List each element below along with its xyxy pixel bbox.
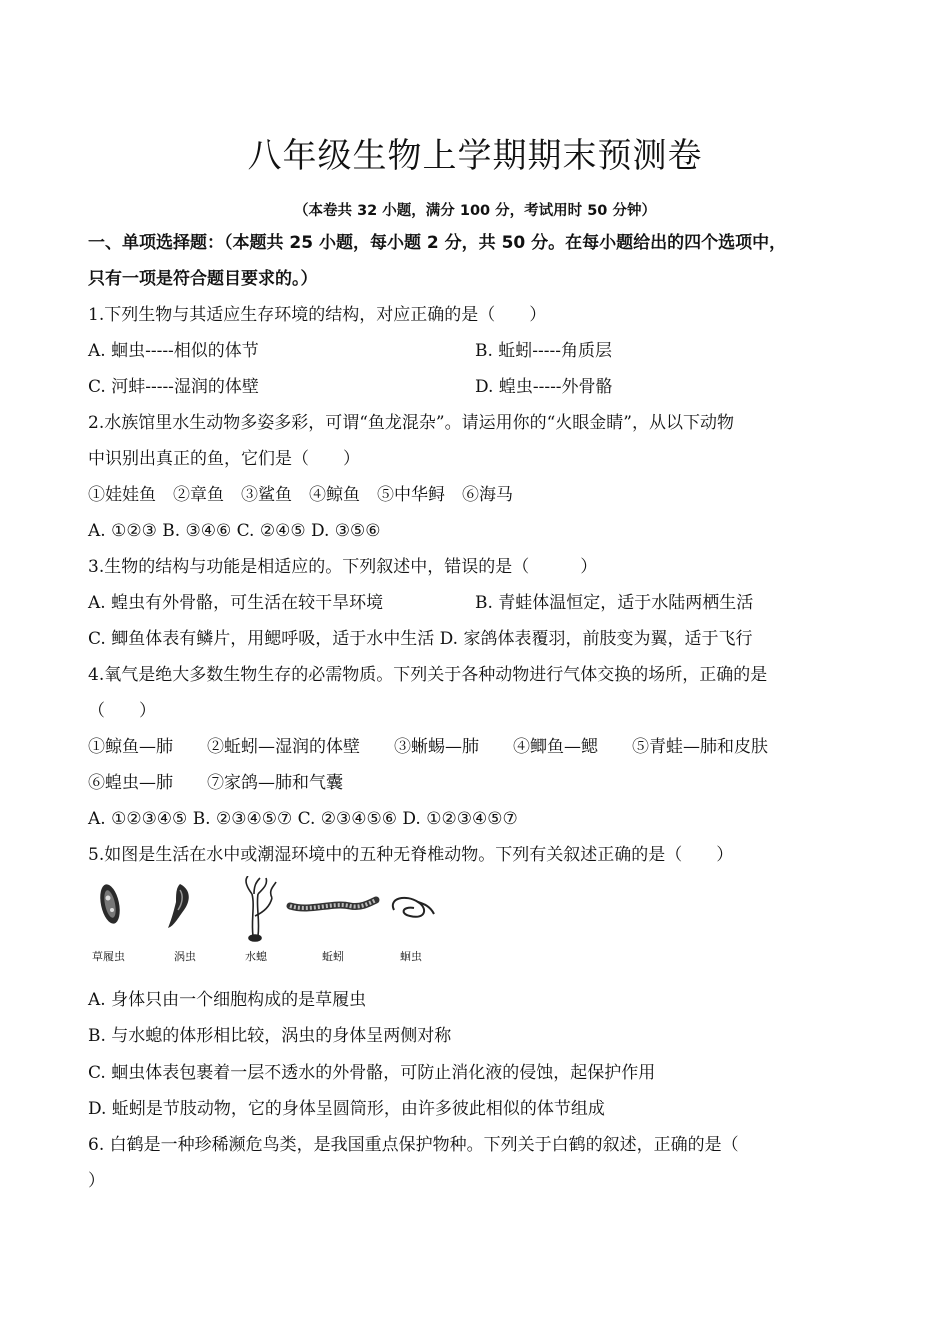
question-4-stem-cont: （ ） bbox=[88, 701, 156, 721]
exam-info: （本卷共 32 小题，满分 100 分，考试用时 50 分钟） bbox=[294, 203, 656, 219]
question-3-option-b: B. 青蛙体温恒定，适于水陆两栖生活 bbox=[475, 593, 754, 613]
section-heading-cont: 只有一项是符合题目要求的。） bbox=[88, 269, 318, 289]
question-4-items: ①鲸鱼—肺 ②蚯蚓—湿润的体壁 ③蜥蜴—肺 ④鲫鱼—鳃 ⑤青蛙—肺和皮肤 bbox=[88, 737, 768, 757]
planarian-illustration bbox=[168, 884, 189, 928]
paramecium-illustration bbox=[97, 883, 123, 926]
question-5-option-c: C. 蛔虫体表包裹着一层不透水的外骨骼，可防止消化液的侵蚀，起保护作用 bbox=[88, 1063, 656, 1083]
question-4-options: A. ①②③④⑤ B. ②③④⑤⑦ C. ②③④⑤⑥ D. ①②③④⑤⑦ bbox=[88, 809, 518, 829]
question-3-option-a: A. 蝗虫有外骨骼，可生活在较干旱环境 bbox=[88, 593, 384, 613]
question-1-option-a: A. 蛔虫-----相似的体节 bbox=[88, 341, 259, 361]
section-heading: 一、单项选择题：（本题共 25 小题，每小题 2 分，共 50 分。在每小题给出的四个选项中， bbox=[88, 233, 787, 253]
figure-label-planarian: 涡虫 bbox=[174, 950, 196, 963]
invertebrates-figure bbox=[88, 876, 448, 966]
hydra-illustration bbox=[246, 876, 276, 941]
roundworm-illustration bbox=[393, 898, 434, 917]
question-5-option-b: B. 与水螅的体形相比较，涡虫的身体呈两侧对称 bbox=[88, 1026, 452, 1046]
question-4-stem: 4.氧气是绝大多数生物生存的必需物质。下列关于各种动物进行气体交换的场所，正确的是 bbox=[88, 665, 768, 685]
question-5-option-d: D. 蚯蚓是节肢动物，它的身体呈圆筒形，由许多彼此相似的体节组成 bbox=[88, 1099, 605, 1119]
question-3-options-cd: C. 鲫鱼体表有鳞片，用鳃呼吸，适于水中生活 D. 家鸽体表覆羽，前肢变为翼，适于飞行 bbox=[88, 629, 753, 649]
question-2-stem: 2.水族馆里水生动物多姿多彩，可谓“鱼龙混杂”。请运用你的“火眼金睛”，从以下动物 bbox=[88, 413, 734, 433]
earthworm-illustration bbox=[290, 900, 376, 908]
question-4-items-cont: ⑥蝗虫—肺 ⑦家鸽—肺和气囊 bbox=[88, 773, 343, 793]
question-2-items: ①娃娃鱼 ②章鱼 ③鲨鱼 ④鲸鱼 ⑤中华鲟 ⑥海马 bbox=[88, 485, 513, 505]
figure-label-hydra: 水螅 bbox=[245, 950, 267, 963]
figure-label-earthworm: 蚯蚓 bbox=[322, 950, 344, 963]
question-1-option-b: B. 蚯蚓-----角质层 bbox=[475, 341, 613, 361]
figure-label-paramecium: 草履虫 bbox=[92, 950, 125, 963]
question-1-option-d: D. 蝗虫-----外骨骼 bbox=[475, 377, 613, 397]
question-1-stem: 1.下列生物与其适应生存环境的结构，对应正确的是（ ） bbox=[88, 305, 547, 325]
figure-label-roundworm: 蛔虫 bbox=[400, 950, 422, 963]
question-2-stem-cont: 中识别出真正的鱼，它们是（ ） bbox=[88, 449, 360, 469]
question-3-stem: 3.生物的结构与功能是相适应的。下列叙述中，错误的是（ ） bbox=[88, 557, 598, 577]
question-6-stem-cont: ） bbox=[88, 1171, 105, 1191]
question-6-stem: 6. 白鹤是一种珍稀濒危鸟类，是我国重点保护物种。下列关于白鹤的叙述，正确的是（ bbox=[88, 1135, 739, 1155]
question-5-option-a: A. 身体只由一个细胞构成的是草履虫 bbox=[88, 990, 367, 1010]
question-5-stem: 5.如图是生活在水中或潮湿环境中的五种无脊椎动物。下列有关叙述正确的是（ ） bbox=[88, 845, 734, 865]
question-2-options: A. ①②③ B. ③④⑥ C. ②④⑤ D. ③⑤⑥ bbox=[88, 521, 381, 541]
question-1-option-c: C. 河蚌-----湿润的体壁 bbox=[88, 377, 259, 397]
page-title: 八年级生物上学期期末预测卷 bbox=[247, 136, 703, 176]
